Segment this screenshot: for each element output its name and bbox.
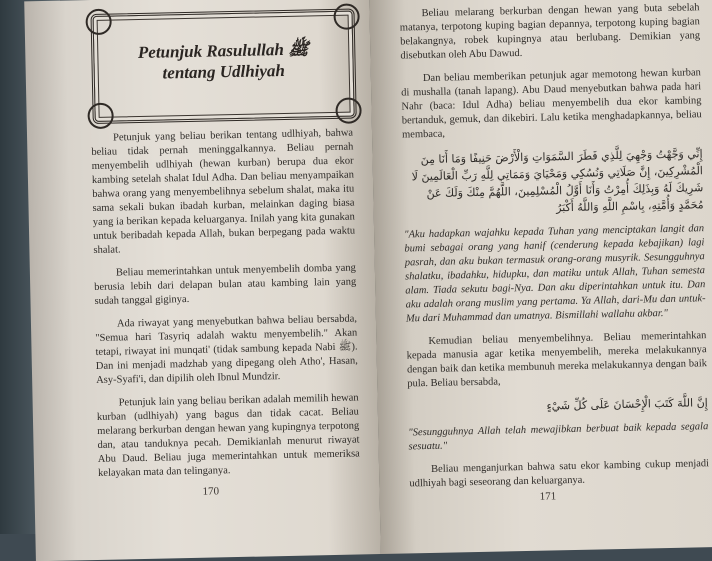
- paragraph: Beliau memerintahkan untuk menyembelih domba yang berusia lebih dari delapan bulan atau kambing lain yang sudah tanggal giginya.: [94, 262, 357, 307]
- paragraph: Ada riwayat yang menyebutkan bahwa beliau bersabda, "Semua hari Tasyriq adalah waktu menyembelih." Akan tetapi, riwayat ini munqati' (tidak sambung kepada Nabi ﷺ). Dan ini menjadi madzhab yang dipegang oleh Atho', Hasan, Asy-Syafi'i, dan dipilih oleh Ibnul Mundzir.: [95, 313, 358, 386]
- arabic-prayer: إِنِّي وَجَّهْتُ وَجْهِيَ لِلَّذِي فَطَرَ السَّمَوَاتِ وَالْأَرْضَ حَنِيفًا وَمَا أَنَا مِنَ الْمُشْرِكِينَ، إِنَّ صَلَاتِي وَنُسُكِي وَمَحْيَايَ وَمَمَاتِي لِلَّهِ رَبِّ الْعَالَمِينَ لَا شَرِيكَ لَهُ وَبِذَلِكَ أُمِرْتُ وَأَنَا أَوَّلُ الْمُسْلِمِينَ، اللَّهُمَّ مِنْكَ وَلَكَ عَنْ مُحَمَّدٍ وَأُمَّتِهِ، بِاسْمِ اللَّهِ وَاللَّهُ أَكْبَرُ: [411, 147, 704, 215]
- left-body-text: [91, 127, 360, 490]
- prayer-translation: "Aku hadapkan wajahku kepada Tuhan yang menciptakan langit dan bumi sebagai orang yang hanif (cenderung kepada kebajikan) lagi pasrah, dan aku bukan termasuk orang-orang musyrik. Sesungguhnya shalatku, ibadahku, hidupku, dan matiku untuk Allah, Tuhan semesta alam. Tiada sekutu bagi-Nya. Dan aku diperintahkan untuk itu. Dan aku adalah orang muslim yang pertama. Ya Allah, dari-Mu dan untuk-Mu dari Muhammad dan umatnya. Bismillahi wallahu akbar.": [404, 223, 706, 325]
- paragraph: Dan beliau memberikan petunjuk agar memotong hewan kurban di mushalla (tanah lapang). Abu Daud menyebutkan bahwa pada hari Nahr (baca: Idul Adha) beliau menyembelih dua ekor kambing bertanduk, gemuk, dan dikebiri. Lalu ketika menghadapkannya, beliau membaca,: [401, 67, 702, 141]
- paragraph: Petunjuk yang beliau berikan tentang udlhiyah, bahwa beliau tidak pernah meninggalkannya. Beliau pernah menyembelih udlhiyah (hewan kurban) berupa dua ekor kambing setelah shalat Idul Adha. Dan beliau menyampaikan bahwa orang yang menyembelihnya sebelum shalat, maka itu sama sekali bukan ibadah kurban, melainkan daging biasa yang ia berikan kepada keluarganya. Inilah yang kita gunakan untuk beribadah kepada Allah, bukan berpegang pada waktu shalat.: [91, 127, 356, 256]
- ornament-corner: [87, 103, 114, 130]
- arabic-hadith: إِنَّ اللَّهَ كَتَبَ الْإِحْسَانَ عَلَى كُلِّ شَيْءٍ: [546, 396, 708, 413]
- open-book: [24, 0, 712, 561]
- left-page: [24, 0, 382, 561]
- hadith-translation: "Sesungguhnya Allah telah mewajibkan berbuat baik kepada segala sesuatu.": [408, 421, 709, 453]
- ornament-corner: [335, 97, 362, 124]
- paragraph: Beliau melarang berkurban dengan hewan yang buta sebelah matanya, terpotong kuping bagian depannya, terpotong kuping bagian belakangnya, robek kupingnya atau berlubang. Demikian yang disebutkan oleh Abu Dawud.: [399, 2, 701, 62]
- paragraph: Petunjuk lain yang beliau berikan adalah memilih hewan kurban (udlhiyah) yang bagus dan tidak cacat. Beliau melarang berkurban dengan hewan yang kupingnya terpotong dan, atau tanduknya pecah. Demikianlah menurut riwayat Abu Daud. Beliau juga memerintahkan untuk memeriksa kelayakan mata dan telinganya.: [96, 392, 360, 479]
- right-page: [369, 0, 712, 554]
- page-number-left: 170: [202, 485, 220, 498]
- ornament-corner: [85, 9, 112, 36]
- paragraph: Beliau menganjurkan bahwa satu ekor kambing cukup menjadi udlhiyah bagi seseorang dan keluarganya.: [409, 458, 710, 490]
- chapter-heading-line1: Petunjuk Rasulullah ﷺ: [137, 39, 309, 63]
- paragraph: Kemudian beliau menyembelihnya. Beliau memerintahkan kepada manusia agar ketika menyembelih, mereka melakukannya dengan baik dan ketika membunuh mereka melakukannya dengan baik pula. Beliau bersabda,: [406, 330, 708, 390]
- chapter-heading-frame: [90, 8, 356, 124]
- page-number-right: 171: [539, 490, 557, 503]
- chapter-heading-line2: tentang Udlhiyah: [162, 60, 286, 83]
- chapter-heading: [94, 38, 353, 85]
- right-body-text: [399, 1, 710, 503]
- ornament-corner: [333, 3, 360, 30]
